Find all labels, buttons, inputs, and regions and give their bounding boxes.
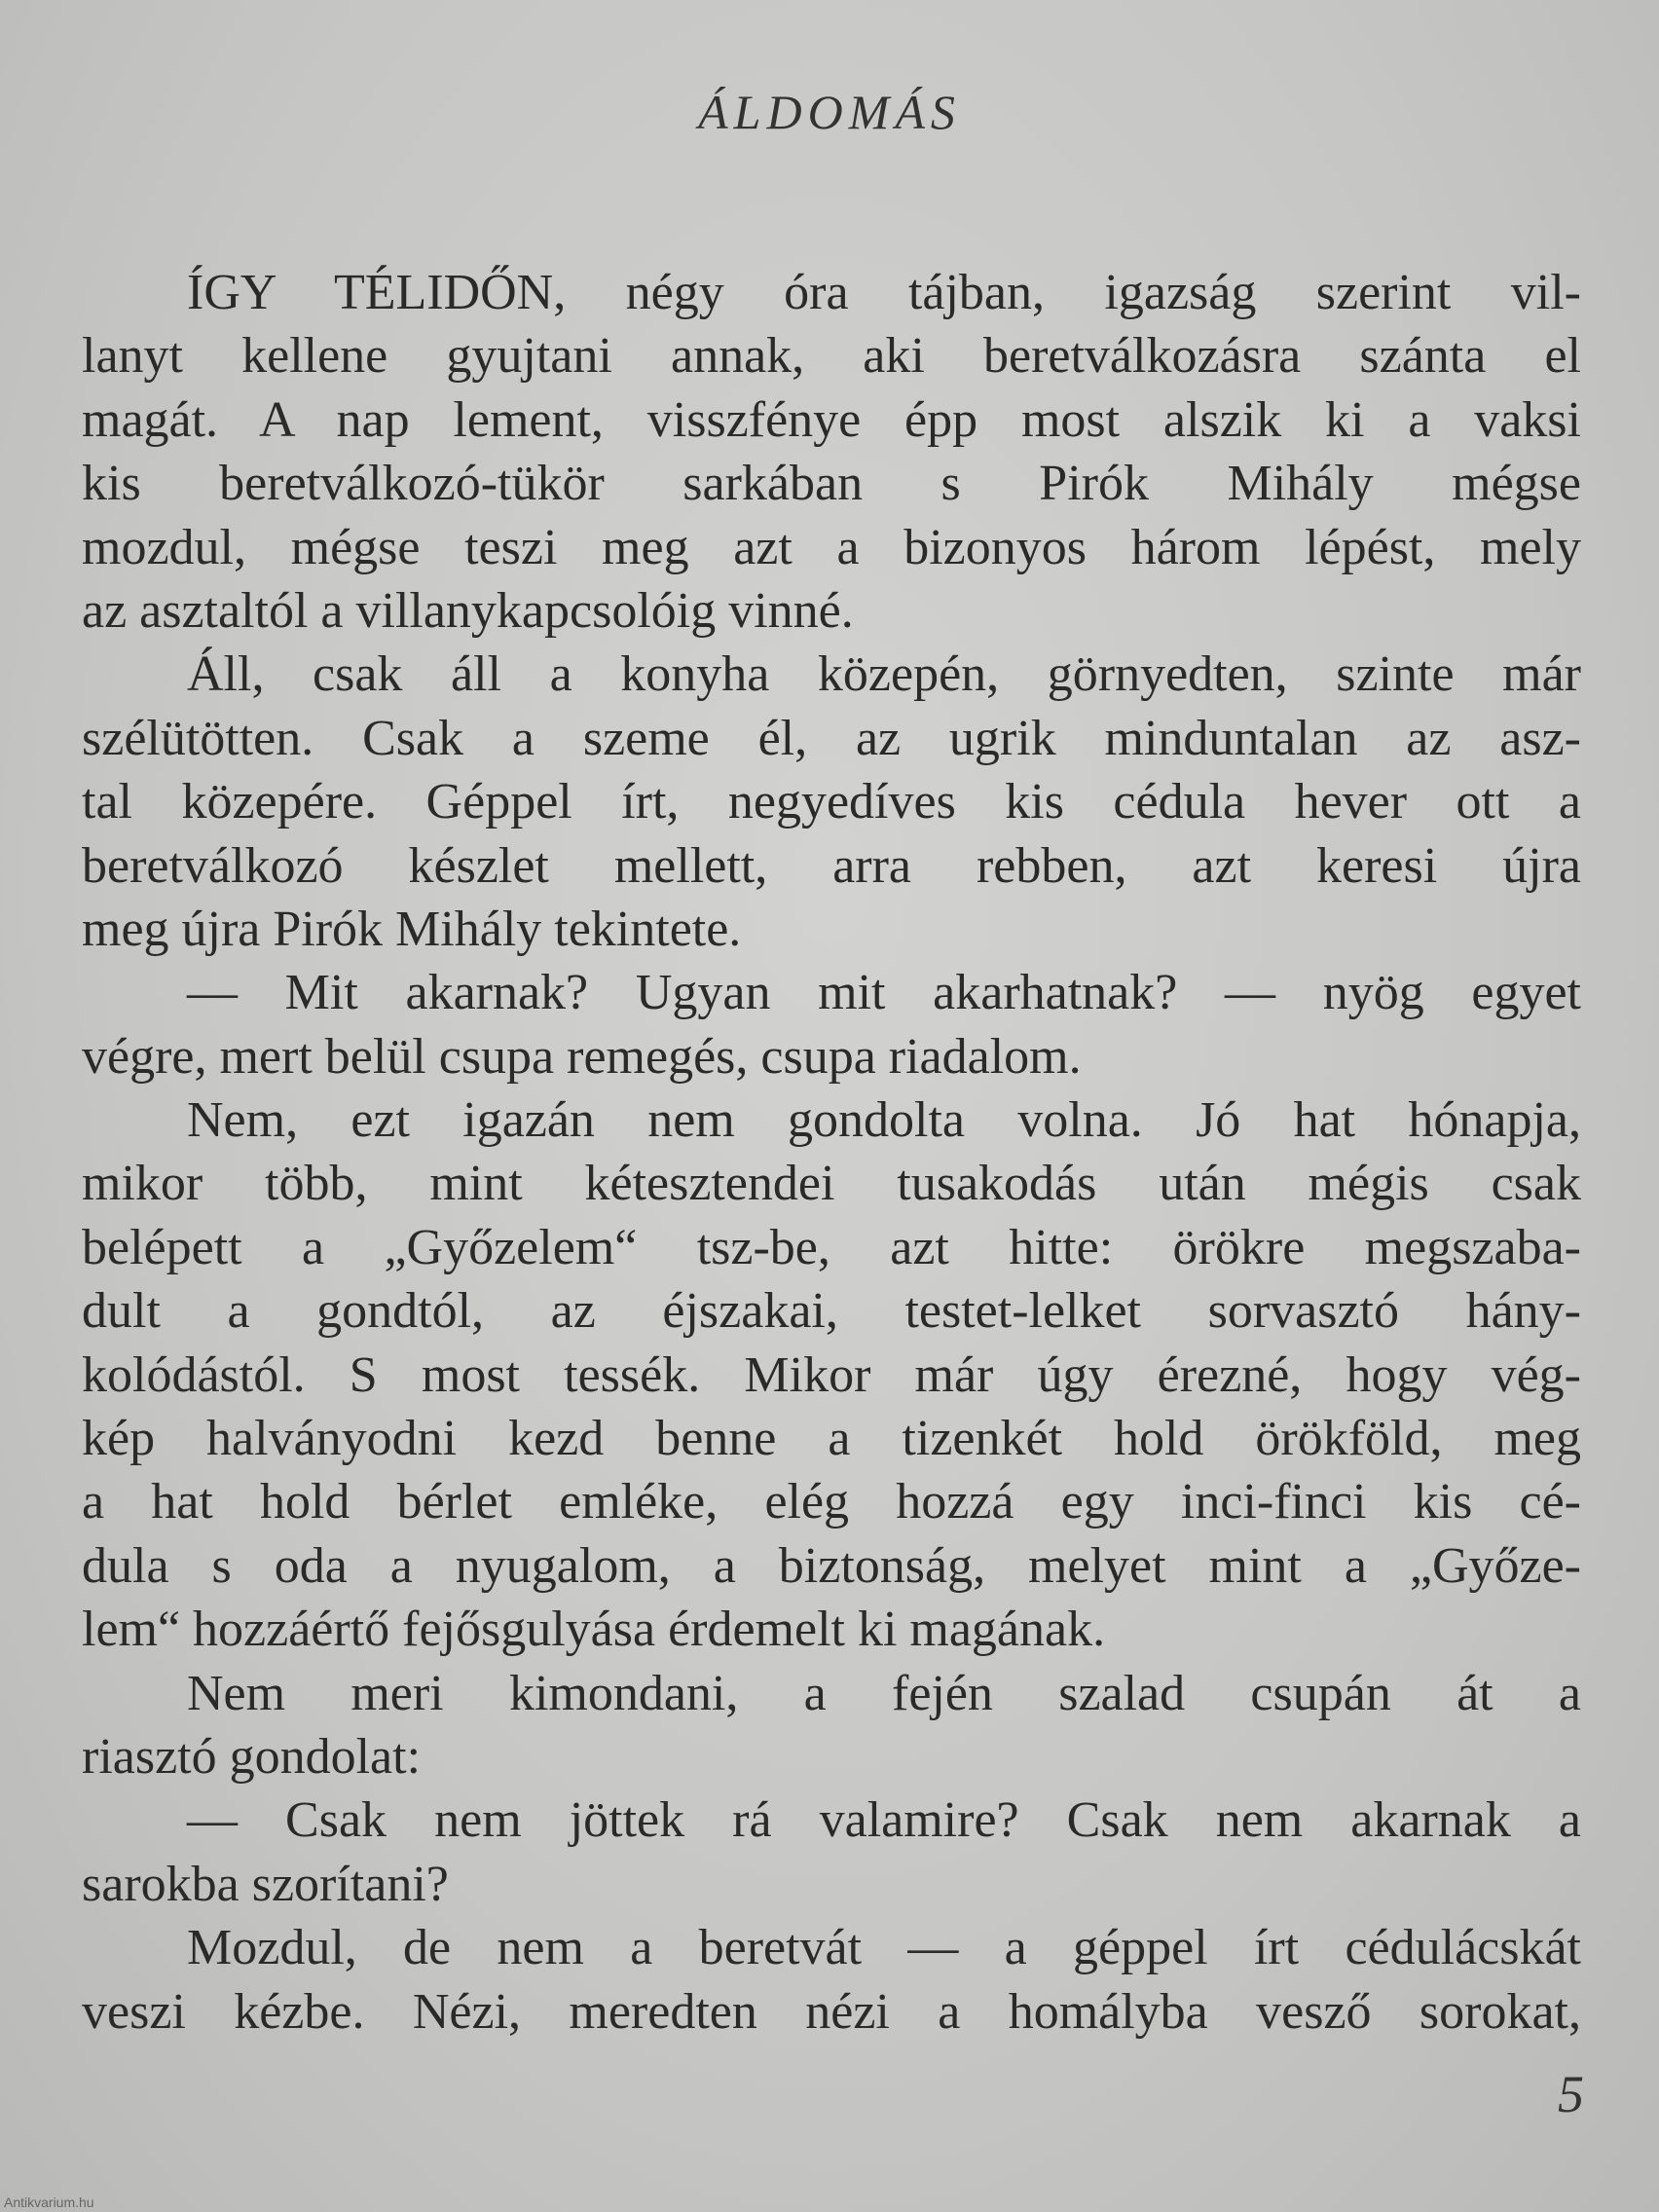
watermark: Antikvarium.hu bbox=[4, 2194, 94, 2210]
text-line: magát. A nap lement, visszfénye épp most alszik ki a vaksi bbox=[82, 391, 1581, 448]
body-text bbox=[82, 261, 1581, 2044]
text-line: tal közepére. Géppel írt, negyedíves kis cédula hever ott a bbox=[82, 774, 1581, 830]
text-line: dula s oda a nyugalom, a biztonság, melyet mint a „Győze- bbox=[82, 1537, 1581, 1594]
text-line: beretválkozó készlet mellett, arra rebben, azt keresi újra bbox=[82, 837, 1581, 894]
text-line: végre, mert belül csupa remegés, csupa riadalom. bbox=[82, 1028, 1082, 1085]
text-line: Áll, csak áll a konyha közepén, görnyedten, szinte már bbox=[187, 646, 1581, 703]
text-line: dult a gondtól, az éjszakai, testet-lelket sorvasztó hány- bbox=[82, 1283, 1581, 1340]
text-line: — Mit akarnak? Ugyan mit akarhatnak? — nyög egyet bbox=[187, 965, 1581, 1021]
text-line: belépett a „Győzelem“ tsz-be, azt hitte: örökre megszaba- bbox=[82, 1219, 1581, 1275]
text-line: veszi kézbe. Nézi, meredten nézi a homályba vesző sorokat, bbox=[82, 1983, 1581, 2040]
text-line: riasztó gondolat: bbox=[82, 1728, 422, 1785]
text-line: lem“ hozzáértő fejősgulyása érdemelt ki magának. bbox=[82, 1602, 1106, 1658]
text-line: Nem meri kimondani, a fején szalad csupán át a bbox=[187, 1665, 1581, 1721]
text-line: mozdul, mégse teszi meg azt a bizonyos három lépést, mely bbox=[82, 519, 1581, 575]
text-line: — Csak nem jöttek rá valamire? Csak nem akarnak a bbox=[187, 1792, 1581, 1849]
text-line: mikor több, mint kétesztendei tusakodás után mégis csak bbox=[82, 1156, 1581, 1212]
text-line: kép halványodni kezd benne a tizenkét hold örökföld, meg bbox=[82, 1411, 1581, 1467]
text-line: lanyt kellene gyujtani annak, aki beretválkozásra szánta el bbox=[82, 328, 1581, 385]
text-line: ÍGY TÉLIDŐN, négy óra tájban, igazság szerint vil- bbox=[187, 265, 1581, 320]
running-title: ÁLDOMÁS bbox=[698, 85, 961, 139]
text-line: Mozdul, de nem a beretvát — a géppel írt cédulácskát bbox=[187, 1920, 1581, 1976]
page-number: 5 bbox=[1558, 2065, 1584, 2123]
text-line: meg újra Pirók Mihály tekintete. bbox=[82, 901, 742, 957]
text-line: szélütötten. Csak a szeme él, az ugrik minduntalan az asz- bbox=[82, 710, 1581, 766]
text-line: Nem, ezt igazán nem gondolta volna. Jó hat hónapja, bbox=[187, 1092, 1581, 1149]
text-line: az asztaltól a villanykapcsolóig vinné. bbox=[82, 582, 854, 639]
text-line: kolódástól. S most tessék. Mikor már úgy érezné, hogy vég- bbox=[82, 1346, 1581, 1403]
text-line: sarokba szorítani? bbox=[82, 1856, 449, 1912]
text-line: kis beretválkozó-tükör sarkában s Pirók Mihály mégse bbox=[82, 456, 1581, 512]
text-line: a hat hold bérlet emléke, elég hozzá egy inci-finci kis cé- bbox=[82, 1474, 1581, 1530]
